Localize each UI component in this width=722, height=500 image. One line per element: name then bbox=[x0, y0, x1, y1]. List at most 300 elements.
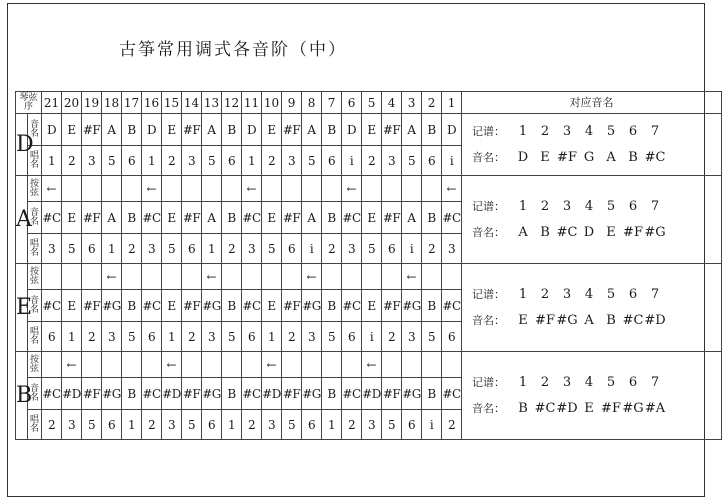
press-cell bbox=[202, 352, 222, 378]
note-cell: #F bbox=[82, 202, 102, 234]
sing-cell: 3 bbox=[242, 234, 262, 264]
press-arrow: ← bbox=[262, 352, 282, 378]
press-cell bbox=[442, 352, 462, 378]
side-note-name: E bbox=[584, 401, 594, 416]
note-cell: B bbox=[422, 378, 442, 410]
note-cell: #F bbox=[282, 202, 302, 234]
sing-cell: 6 bbox=[202, 410, 222, 440]
sing-cell: 3 bbox=[282, 146, 302, 176]
press-cell bbox=[162, 176, 182, 202]
sing-cell: 5 bbox=[202, 146, 222, 176]
note-cell: B bbox=[322, 114, 342, 146]
scale-table bbox=[15, 91, 722, 440]
press-cell bbox=[102, 176, 122, 202]
note-cell: E bbox=[162, 202, 182, 234]
sing-cell: 3 bbox=[42, 234, 62, 264]
sing-cell: 5 bbox=[282, 410, 302, 440]
press-cell bbox=[322, 352, 342, 378]
side-note-name: #G bbox=[622, 401, 644, 416]
note-cell: #D bbox=[362, 378, 382, 410]
press-cell bbox=[402, 352, 422, 378]
side-score-number: 6 bbox=[628, 199, 638, 214]
note-cell: D bbox=[142, 114, 162, 146]
sing-cell: 6 bbox=[402, 410, 422, 440]
note-cell: B bbox=[322, 202, 342, 234]
sing-cell: 1 bbox=[122, 410, 142, 440]
side-score-number: 2 bbox=[540, 199, 550, 214]
sing-cell: 6 bbox=[122, 146, 142, 176]
note-cell: #C bbox=[42, 378, 62, 410]
note-cell: #F bbox=[82, 290, 102, 322]
press-arrow: ← bbox=[62, 352, 82, 378]
side-score-row bbox=[472, 194, 721, 220]
sing-cell: 3 bbox=[162, 410, 182, 440]
note-cell: #F bbox=[182, 202, 202, 234]
sing-cell: i bbox=[402, 234, 422, 264]
side-note-name: E bbox=[606, 225, 616, 240]
press-cell bbox=[282, 352, 302, 378]
press-arrow: ← bbox=[102, 264, 122, 290]
note-cell: #C bbox=[42, 202, 62, 234]
side-names-row bbox=[472, 396, 721, 422]
side-score-number: 2 bbox=[540, 375, 550, 390]
note-cell: #D bbox=[162, 378, 182, 410]
note-cell: B bbox=[422, 114, 442, 146]
sing-cell: 3 bbox=[442, 234, 462, 264]
sing-cell: 1 bbox=[162, 322, 182, 352]
press-cell bbox=[82, 352, 102, 378]
side-note-name: #C bbox=[644, 150, 666, 165]
side-panel bbox=[462, 352, 722, 440]
key-label: D bbox=[16, 114, 28, 176]
press-cell bbox=[122, 264, 142, 290]
side-score-row bbox=[472, 119, 721, 145]
press-cell bbox=[122, 352, 142, 378]
sing-cell: 5 bbox=[422, 322, 442, 352]
sing-cell: 5 bbox=[382, 410, 402, 440]
note-cell: #F bbox=[282, 114, 302, 146]
sing-cell: 6 bbox=[102, 410, 122, 440]
note-cell: #D bbox=[62, 378, 82, 410]
sing-cell: i bbox=[342, 146, 362, 176]
header-string-number: 4 bbox=[382, 92, 402, 114]
note-cell: #C bbox=[342, 290, 362, 322]
note-cell: #G bbox=[402, 290, 422, 322]
side-names-label: 音名： bbox=[472, 402, 506, 415]
side-score-number: 3 bbox=[562, 199, 572, 214]
press-cell bbox=[242, 352, 262, 378]
side-score-label: 记谱： bbox=[472, 200, 506, 213]
note-cell: #F bbox=[282, 378, 302, 410]
sing-cell: 1 bbox=[262, 322, 282, 352]
side-note-name: A bbox=[518, 225, 528, 240]
sing-cell: 3 bbox=[62, 410, 82, 440]
sing-cell: 3 bbox=[382, 146, 402, 176]
press-cell bbox=[242, 264, 262, 290]
side-score-label: 记谱： bbox=[472, 288, 506, 301]
press-cell bbox=[102, 352, 122, 378]
sing-cell: 3 bbox=[82, 146, 102, 176]
row-label-note: 音名 bbox=[28, 290, 42, 322]
sing-cell: 6 bbox=[242, 322, 262, 352]
side-note-name: #F bbox=[601, 401, 621, 416]
press-arrow: ← bbox=[402, 264, 422, 290]
sing-cell: 6 bbox=[422, 146, 442, 176]
sing-cell: 5 bbox=[82, 410, 102, 440]
note-cell: #C bbox=[42, 290, 62, 322]
sing-cell: i bbox=[302, 234, 322, 264]
note-cell: B bbox=[222, 378, 242, 410]
side-score-number: 4 bbox=[584, 199, 594, 214]
note-cell: D bbox=[42, 114, 62, 146]
side-panel bbox=[462, 264, 722, 352]
header-string-number: 21 bbox=[42, 92, 62, 114]
note-cell: #G bbox=[302, 290, 322, 322]
press-cell bbox=[422, 264, 442, 290]
page-title: 古筝常用调式各音阶（中） bbox=[119, 39, 347, 60]
side-score-row bbox=[472, 282, 721, 308]
side-note-name: #F bbox=[623, 225, 643, 240]
press-arrow: ← bbox=[142, 176, 162, 202]
key-label: B bbox=[16, 352, 28, 440]
row-label-note: 音名 bbox=[28, 378, 42, 410]
header-string-number: 14 bbox=[182, 92, 202, 114]
side-score-label: 记谱： bbox=[472, 125, 506, 138]
side-note-name: D bbox=[517, 150, 529, 165]
header-string-order: 琴弦序 bbox=[16, 92, 42, 114]
side-names-row bbox=[472, 220, 721, 246]
sing-cell: 1 bbox=[322, 410, 342, 440]
press-arrow: ← bbox=[442, 176, 462, 202]
sing-cell: 2 bbox=[122, 234, 142, 264]
sing-cell: 5 bbox=[302, 146, 322, 176]
side-note-name: #C bbox=[534, 401, 556, 416]
note-cell: E bbox=[262, 202, 282, 234]
note-cell: #F bbox=[182, 290, 202, 322]
note-cell: #F bbox=[182, 378, 202, 410]
sing-cell: 2 bbox=[182, 322, 202, 352]
sing-cell: 3 bbox=[402, 322, 422, 352]
note-cell: E bbox=[362, 202, 382, 234]
press-row bbox=[16, 264, 722, 290]
note-cell: E bbox=[362, 114, 382, 146]
note-cell: #F bbox=[82, 378, 102, 410]
sing-cell: 6 bbox=[442, 322, 462, 352]
side-panel bbox=[462, 114, 722, 176]
note-cell: A bbox=[102, 114, 122, 146]
key-label: E bbox=[16, 264, 28, 352]
side-score-number: 5 bbox=[606, 287, 616, 302]
note-cell: A bbox=[402, 202, 422, 234]
note-cell: D bbox=[342, 114, 362, 146]
side-note-name: A bbox=[606, 150, 616, 165]
header-string-number: 3 bbox=[402, 92, 422, 114]
header-string-number: 8 bbox=[302, 92, 322, 114]
side-note-name: #F bbox=[557, 150, 577, 165]
note-cell: #C bbox=[242, 202, 262, 234]
side-score-number: 7 bbox=[650, 375, 660, 390]
sing-cell: 5 bbox=[122, 322, 142, 352]
header-string-number: 16 bbox=[142, 92, 162, 114]
sing-cell: 2 bbox=[62, 146, 82, 176]
header-string-number: 13 bbox=[202, 92, 222, 114]
side-score-row bbox=[472, 370, 721, 396]
note-cell: A bbox=[102, 202, 122, 234]
note-cell: #G bbox=[202, 290, 222, 322]
header-string-number: 17 bbox=[122, 92, 142, 114]
sing-cell: 5 bbox=[182, 410, 202, 440]
row-label-sing: 唱名 bbox=[28, 146, 42, 176]
sing-cell: 2 bbox=[342, 410, 362, 440]
note-cell: #F bbox=[382, 290, 402, 322]
press-cell bbox=[362, 176, 382, 202]
side-score-number: 4 bbox=[584, 287, 594, 302]
sing-cell: i bbox=[422, 410, 442, 440]
sing-cell: 5 bbox=[162, 234, 182, 264]
sing-cell: 3 bbox=[342, 234, 362, 264]
note-cell: E bbox=[62, 202, 82, 234]
header-string-number: 7 bbox=[322, 92, 342, 114]
press-cell bbox=[182, 264, 202, 290]
sing-cell: 5 bbox=[322, 322, 342, 352]
header-row bbox=[16, 92, 722, 114]
row-label-press: 按弦 bbox=[28, 264, 42, 290]
note-cell: B bbox=[422, 202, 442, 234]
side-names-label: 音名： bbox=[472, 226, 506, 239]
sing-cell: 6 bbox=[142, 322, 162, 352]
sing-cell: 1 bbox=[62, 322, 82, 352]
header-string-number: 11 bbox=[242, 92, 262, 114]
header-string-number: 18 bbox=[102, 92, 122, 114]
sing-cell: 3 bbox=[202, 322, 222, 352]
side-note-name: #G bbox=[556, 313, 578, 328]
note-cell: D bbox=[242, 114, 262, 146]
row-label-sing: 唱名 bbox=[28, 410, 42, 440]
note-cell: #G bbox=[102, 378, 122, 410]
note-cell: #F bbox=[282, 290, 302, 322]
sing-cell: 6 bbox=[322, 146, 342, 176]
press-arrow: ← bbox=[42, 176, 62, 202]
side-score-number: 5 bbox=[606, 199, 616, 214]
side-note-name: B bbox=[628, 150, 638, 165]
press-cell bbox=[202, 176, 222, 202]
sing-cell: 5 bbox=[262, 234, 282, 264]
side-score-number: 6 bbox=[628, 124, 638, 139]
sing-cell: 2 bbox=[82, 322, 102, 352]
sing-cell: 2 bbox=[382, 322, 402, 352]
sing-cell: 1 bbox=[202, 234, 222, 264]
note-cell: A bbox=[302, 114, 322, 146]
side-score-number: 5 bbox=[606, 375, 616, 390]
note-cell: #C bbox=[142, 202, 162, 234]
side-note-name: G bbox=[583, 150, 595, 165]
note-cell: #F bbox=[182, 114, 202, 146]
note-cell: #C bbox=[442, 202, 462, 234]
sing-cell: 2 bbox=[442, 410, 462, 440]
note-cell: B bbox=[422, 290, 442, 322]
press-cell bbox=[342, 264, 362, 290]
press-cell bbox=[362, 264, 382, 290]
side-score-number: 1 bbox=[518, 124, 528, 139]
sing-cell: 2 bbox=[282, 322, 302, 352]
side-score-label: 记谱： bbox=[472, 376, 506, 389]
header-side-label: 对应音名 bbox=[462, 92, 722, 114]
sing-cell: 3 bbox=[362, 410, 382, 440]
note-cell: A bbox=[202, 114, 222, 146]
sing-cell: 2 bbox=[422, 234, 442, 264]
sing-cell: 2 bbox=[42, 410, 62, 440]
note-cell: E bbox=[62, 290, 82, 322]
press-cell bbox=[42, 264, 62, 290]
side-score-number: 1 bbox=[518, 199, 528, 214]
sing-cell: 6 bbox=[82, 234, 102, 264]
sing-cell: 6 bbox=[222, 146, 242, 176]
note-cell: B bbox=[122, 114, 142, 146]
side-score-number: 3 bbox=[562, 287, 572, 302]
press-cell bbox=[42, 352, 62, 378]
side-note-name: E bbox=[540, 150, 550, 165]
sing-cell: 3 bbox=[262, 410, 282, 440]
sing-cell: 3 bbox=[102, 322, 122, 352]
note-cell: #C bbox=[142, 290, 162, 322]
press-arrow: ← bbox=[362, 352, 382, 378]
sing-cell: 5 bbox=[222, 322, 242, 352]
header-string-number: 1 bbox=[442, 92, 462, 114]
note-cell: #D bbox=[262, 378, 282, 410]
score-sheet bbox=[7, 3, 705, 497]
row-label-sing: 唱名 bbox=[28, 322, 42, 352]
press-cell bbox=[262, 176, 282, 202]
side-note-name: A bbox=[584, 313, 594, 328]
note-cell: E bbox=[362, 290, 382, 322]
press-cell bbox=[442, 264, 462, 290]
press-cell bbox=[182, 176, 202, 202]
side-names-row bbox=[472, 145, 721, 171]
press-cell bbox=[62, 264, 82, 290]
header-string-number: 20 bbox=[62, 92, 82, 114]
sing-cell: i bbox=[362, 322, 382, 352]
sing-cell: 3 bbox=[142, 234, 162, 264]
note-cell: #G bbox=[302, 378, 322, 410]
sing-cell: 5 bbox=[102, 146, 122, 176]
sing-cell: 2 bbox=[162, 146, 182, 176]
side-note-name: D bbox=[583, 225, 595, 240]
side-score-number: 6 bbox=[628, 287, 638, 302]
press-cell bbox=[222, 264, 242, 290]
side-score-number: 6 bbox=[628, 375, 638, 390]
header-string-number: 2 bbox=[422, 92, 442, 114]
side-score-number: 7 bbox=[650, 287, 660, 302]
note-cell: #C bbox=[242, 378, 262, 410]
press-arrow: ← bbox=[302, 264, 322, 290]
sing-cell: 2 bbox=[242, 410, 262, 440]
note-cell: E bbox=[162, 114, 182, 146]
note-cell: E bbox=[262, 114, 282, 146]
press-cell bbox=[302, 176, 322, 202]
sing-cell: 6 bbox=[302, 410, 322, 440]
note-cell: D bbox=[442, 114, 462, 146]
press-cell bbox=[142, 352, 162, 378]
note-cell: #F bbox=[82, 114, 102, 146]
note-cell: #C bbox=[142, 378, 162, 410]
note-cell: B bbox=[222, 114, 242, 146]
note-cell: B bbox=[122, 378, 142, 410]
key-label: A bbox=[16, 176, 28, 264]
side-note-name: #C bbox=[556, 225, 578, 240]
sing-cell: 2 bbox=[322, 234, 342, 264]
side-score-number: 3 bbox=[562, 124, 572, 139]
note-cell: #C bbox=[442, 290, 462, 322]
side-note-name: #D bbox=[644, 313, 666, 328]
press-row bbox=[16, 176, 722, 202]
press-cell bbox=[382, 352, 402, 378]
side-note-name: B bbox=[606, 313, 616, 328]
note-cell: B bbox=[122, 202, 142, 234]
side-panel bbox=[462, 176, 722, 264]
press-cell bbox=[342, 352, 362, 378]
sing-cell: 2 bbox=[142, 410, 162, 440]
press-cell bbox=[402, 176, 422, 202]
side-score-number: 1 bbox=[518, 375, 528, 390]
sing-cell: 6 bbox=[42, 322, 62, 352]
row-label-note: 音名 bbox=[28, 202, 42, 234]
note-cell: B bbox=[322, 290, 342, 322]
note-cell: #F bbox=[382, 202, 402, 234]
press-cell bbox=[222, 352, 242, 378]
press-cell bbox=[262, 264, 282, 290]
note-cell: B bbox=[222, 202, 242, 234]
press-cell bbox=[82, 176, 102, 202]
sing-cell: 1 bbox=[142, 146, 162, 176]
row-label-press: 按弦 bbox=[28, 352, 42, 378]
press-cell bbox=[282, 176, 302, 202]
side-score-number: 3 bbox=[562, 375, 572, 390]
header-string-number: 15 bbox=[162, 92, 182, 114]
side-note-name: #G bbox=[644, 225, 666, 240]
press-cell bbox=[382, 176, 402, 202]
side-score-number: 1 bbox=[518, 287, 528, 302]
sing-cell: 5 bbox=[362, 234, 382, 264]
row-label-note: 音名 bbox=[28, 114, 42, 146]
note-cell: B bbox=[322, 378, 342, 410]
press-cell bbox=[382, 264, 402, 290]
sing-cell: 2 bbox=[262, 146, 282, 176]
note-cell: #C bbox=[442, 378, 462, 410]
sing-cell: 6 bbox=[342, 322, 362, 352]
side-note-name: #C bbox=[622, 313, 644, 328]
sing-cell: 1 bbox=[102, 234, 122, 264]
press-cell bbox=[322, 264, 342, 290]
row-label-sing: 唱名 bbox=[28, 234, 42, 264]
note-cell: A bbox=[402, 114, 422, 146]
press-cell bbox=[222, 176, 242, 202]
note-cell: A bbox=[202, 202, 222, 234]
header-string-number: 9 bbox=[282, 92, 302, 114]
press-cell bbox=[282, 264, 302, 290]
side-note-name: #A bbox=[644, 401, 666, 416]
note-row bbox=[16, 114, 722, 146]
sing-cell: 6 bbox=[382, 234, 402, 264]
side-score-number: 7 bbox=[650, 199, 660, 214]
side-note-name: E bbox=[518, 313, 528, 328]
header-string-number: 10 bbox=[262, 92, 282, 114]
side-score-number: 4 bbox=[584, 375, 594, 390]
side-names-label: 音名： bbox=[472, 151, 506, 164]
press-cell bbox=[302, 352, 322, 378]
press-arrow: ← bbox=[342, 176, 362, 202]
note-cell: #G bbox=[202, 378, 222, 410]
press-cell bbox=[82, 264, 102, 290]
